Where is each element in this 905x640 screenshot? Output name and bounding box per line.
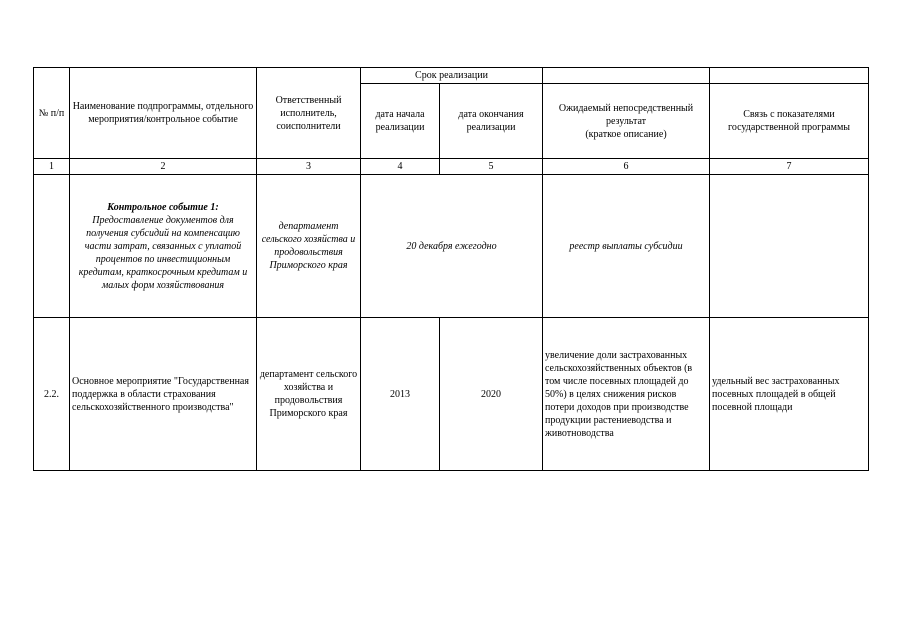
header-link-top (710, 68, 869, 84)
activity-row (34, 318, 869, 471)
header-result-top (543, 68, 710, 84)
activity-result: увеличение доли застрахованных сельскохозяйственных объектов (в том числе посевных площадей до 50%) в целях снижения рисков потери доходов при производстве продукции растениеводства и животноводства (543, 318, 710, 471)
column-number: 3 (257, 159, 361, 175)
column-number: 1 (34, 159, 70, 175)
column-number: 2 (70, 159, 257, 175)
event-date: 20 декабря ежегодно (361, 175, 543, 318)
activity-number: 2.2. (34, 318, 70, 471)
event-num-cell (34, 175, 70, 318)
header-end: дата окончания реализации (440, 84, 543, 159)
column-number: 5 (440, 159, 543, 175)
header-num: № п/п (34, 68, 70, 159)
activity-end: 2020 (440, 318, 543, 471)
header-link: Связь с показателями государственной программы (710, 84, 869, 159)
header-row-top (34, 68, 869, 84)
event-name-cell (70, 175, 257, 318)
event-description: Предоставление документов для получения субсидий на компенсацию части затрат, связанных с уплатой процентов по инвестиционным кредитам, краткосрочным кредитам и малых форм хозяйствования (78, 214, 248, 291)
event-responsible: департамент сельского хозяйства и продовольствия Приморского края (257, 175, 361, 318)
control-event-row (34, 175, 869, 318)
header-term: Срок реализации (361, 68, 543, 84)
header-result-note: (краткое описание) (585, 128, 667, 140)
activity-name: Основное мероприятие "Государственная поддержка в области страхования сельскохозяйственного производства" (70, 318, 257, 471)
activity-responsible: департамент сельского хозяйства и продовольствия Приморского края (257, 318, 361, 471)
header-responsible: Ответственный исполнитель, соисполнители (257, 68, 361, 159)
header-name: Наименование подпрограммы, отдельного мероприятия/контрольное событие (70, 68, 257, 159)
event-title: Контрольное событие 1: (107, 201, 219, 213)
column-number: 6 (543, 159, 710, 175)
header-start: дата начала реализации (361, 84, 440, 159)
column-numbers-row (34, 159, 869, 175)
program-activities-table (33, 67, 869, 471)
header-result (543, 84, 710, 159)
event-result: реестр выплаты субсидии (543, 175, 710, 318)
event-link-cell (710, 175, 869, 318)
activity-start: 2013 (361, 318, 440, 471)
activity-link: удельный вес застрахованных посевных площадей в общей посевной площади (710, 318, 869, 471)
column-number: 4 (361, 159, 440, 175)
column-number: 7 (710, 159, 869, 175)
header-result-text: Ожидаемый непосредственный результат (558, 102, 694, 127)
